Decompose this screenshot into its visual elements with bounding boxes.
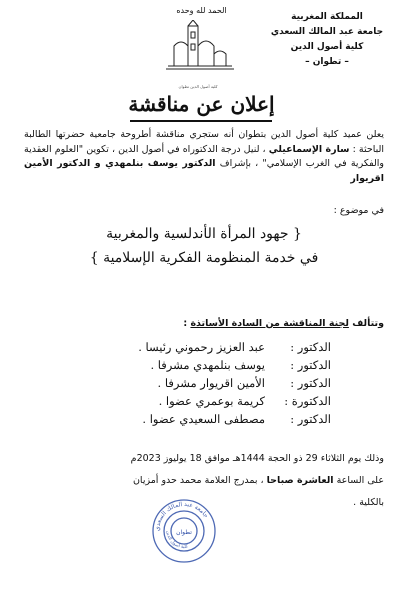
student-name: سارة الإسماعيلي: [268, 143, 350, 155]
closing-venue: ، بمدرج العلامة محمد حدو أمزيان: [132, 475, 267, 486]
header-line-faculty: كلية أصول الدين: [290, 42, 364, 52]
topic-line-1: { جهود المرأة الأندلسية والمغربية: [106, 226, 302, 242]
jury-member-name: كريمة بوعمري عضوا .: [158, 394, 265, 408]
jury-member: [51, 336, 331, 354]
jury-member-title: الدكتور :: [290, 376, 331, 390]
jury-heading-suffix: :: [183, 318, 191, 329]
closing-time-prefix: على الساعة: [333, 475, 384, 486]
jury-member-title: الدكتور :: [290, 358, 331, 372]
jury-heading-underlined: لجنة المناقشة من السادة الأساتذة: [190, 318, 349, 329]
stamp-outer-text: جامعة عبد المالك السعدي: [153, 500, 210, 532]
faculty-building-logo-icon: [148, 20, 248, 84]
closing-time: العاشرة صباحا: [266, 475, 334, 486]
header-line-kingdom: المملكة المغربية: [291, 12, 363, 22]
jury-list: [51, 336, 331, 426]
jury-heading: [24, 318, 384, 329]
closing-date-line: وذلك يوم الثلاثاء 29 ذو الحجة 1444هـ موافق 18 يوليوز 2023م: [130, 453, 384, 464]
basmala: الحمد لله وحده: [176, 6, 227, 15]
header-line-university: جامعة عبد المالك السعدي: [270, 27, 384, 37]
title-underline: [130, 120, 272, 122]
header-line-city: – تطوان –: [305, 57, 349, 67]
jury-member-title: الدكتور :: [290, 340, 331, 354]
jury-member-title: الدكتور :: [290, 412, 331, 426]
closing-time-line: [24, 470, 384, 492]
page-title: إعلان عن مناقشة: [128, 92, 275, 116]
logo-caption: كلية أصول الدين تطوان: [178, 84, 218, 89]
jury-member: [51, 354, 331, 372]
topic-intro: في موضوع :: [333, 205, 384, 216]
announcement-text-1: يعلن عميد كلية أصول الدين بتطوان أنه ستجري مناقشة أطروحة جامعية حضرتها الطالبة الباحثة :: [24, 129, 385, 155]
jury-heading-prefix: وتتألف: [348, 318, 384, 329]
supervisors: الدكتور يوسف بنلمهدي و الدكتور الأمين اقريوار: [24, 158, 384, 184]
jury-member: [51, 408, 331, 426]
announcement-text-2: ، لنيل درجة الدكتوراه في أصول الدين ، تكوين "العلوم العقدية والفكرية في الغرب الإسلامي" ، بإشراف: [24, 143, 384, 169]
jury-member: [51, 372, 331, 390]
closing-place-line: بالكلية .: [353, 497, 384, 508]
stamp-inner-text: كلية أصول الدين: [164, 530, 189, 551]
jury-member-title: الدكتورة :: [284, 394, 331, 408]
stamp-center-text: تطوان: [176, 529, 192, 536]
official-stamp: [150, 497, 218, 565]
jury-member-name: عبد العزيز رحموني رئيسا .: [138, 340, 265, 354]
topic-line-2: في خدمة المنظومة الفكرية الإسلامية }: [89, 250, 319, 266]
jury-member-name: الأمين اقريوار مشرفا .: [157, 376, 265, 390]
institution-header: [267, 10, 387, 70]
jury-member: [51, 390, 331, 408]
announcement-paragraph: [24, 128, 384, 186]
jury-member-name: مصطفى السعيدي عضوا .: [142, 412, 265, 426]
thesis-topic: [24, 222, 384, 270]
jury-member-name: يوسف بنلمهدي مشرفا .: [150, 358, 265, 372]
